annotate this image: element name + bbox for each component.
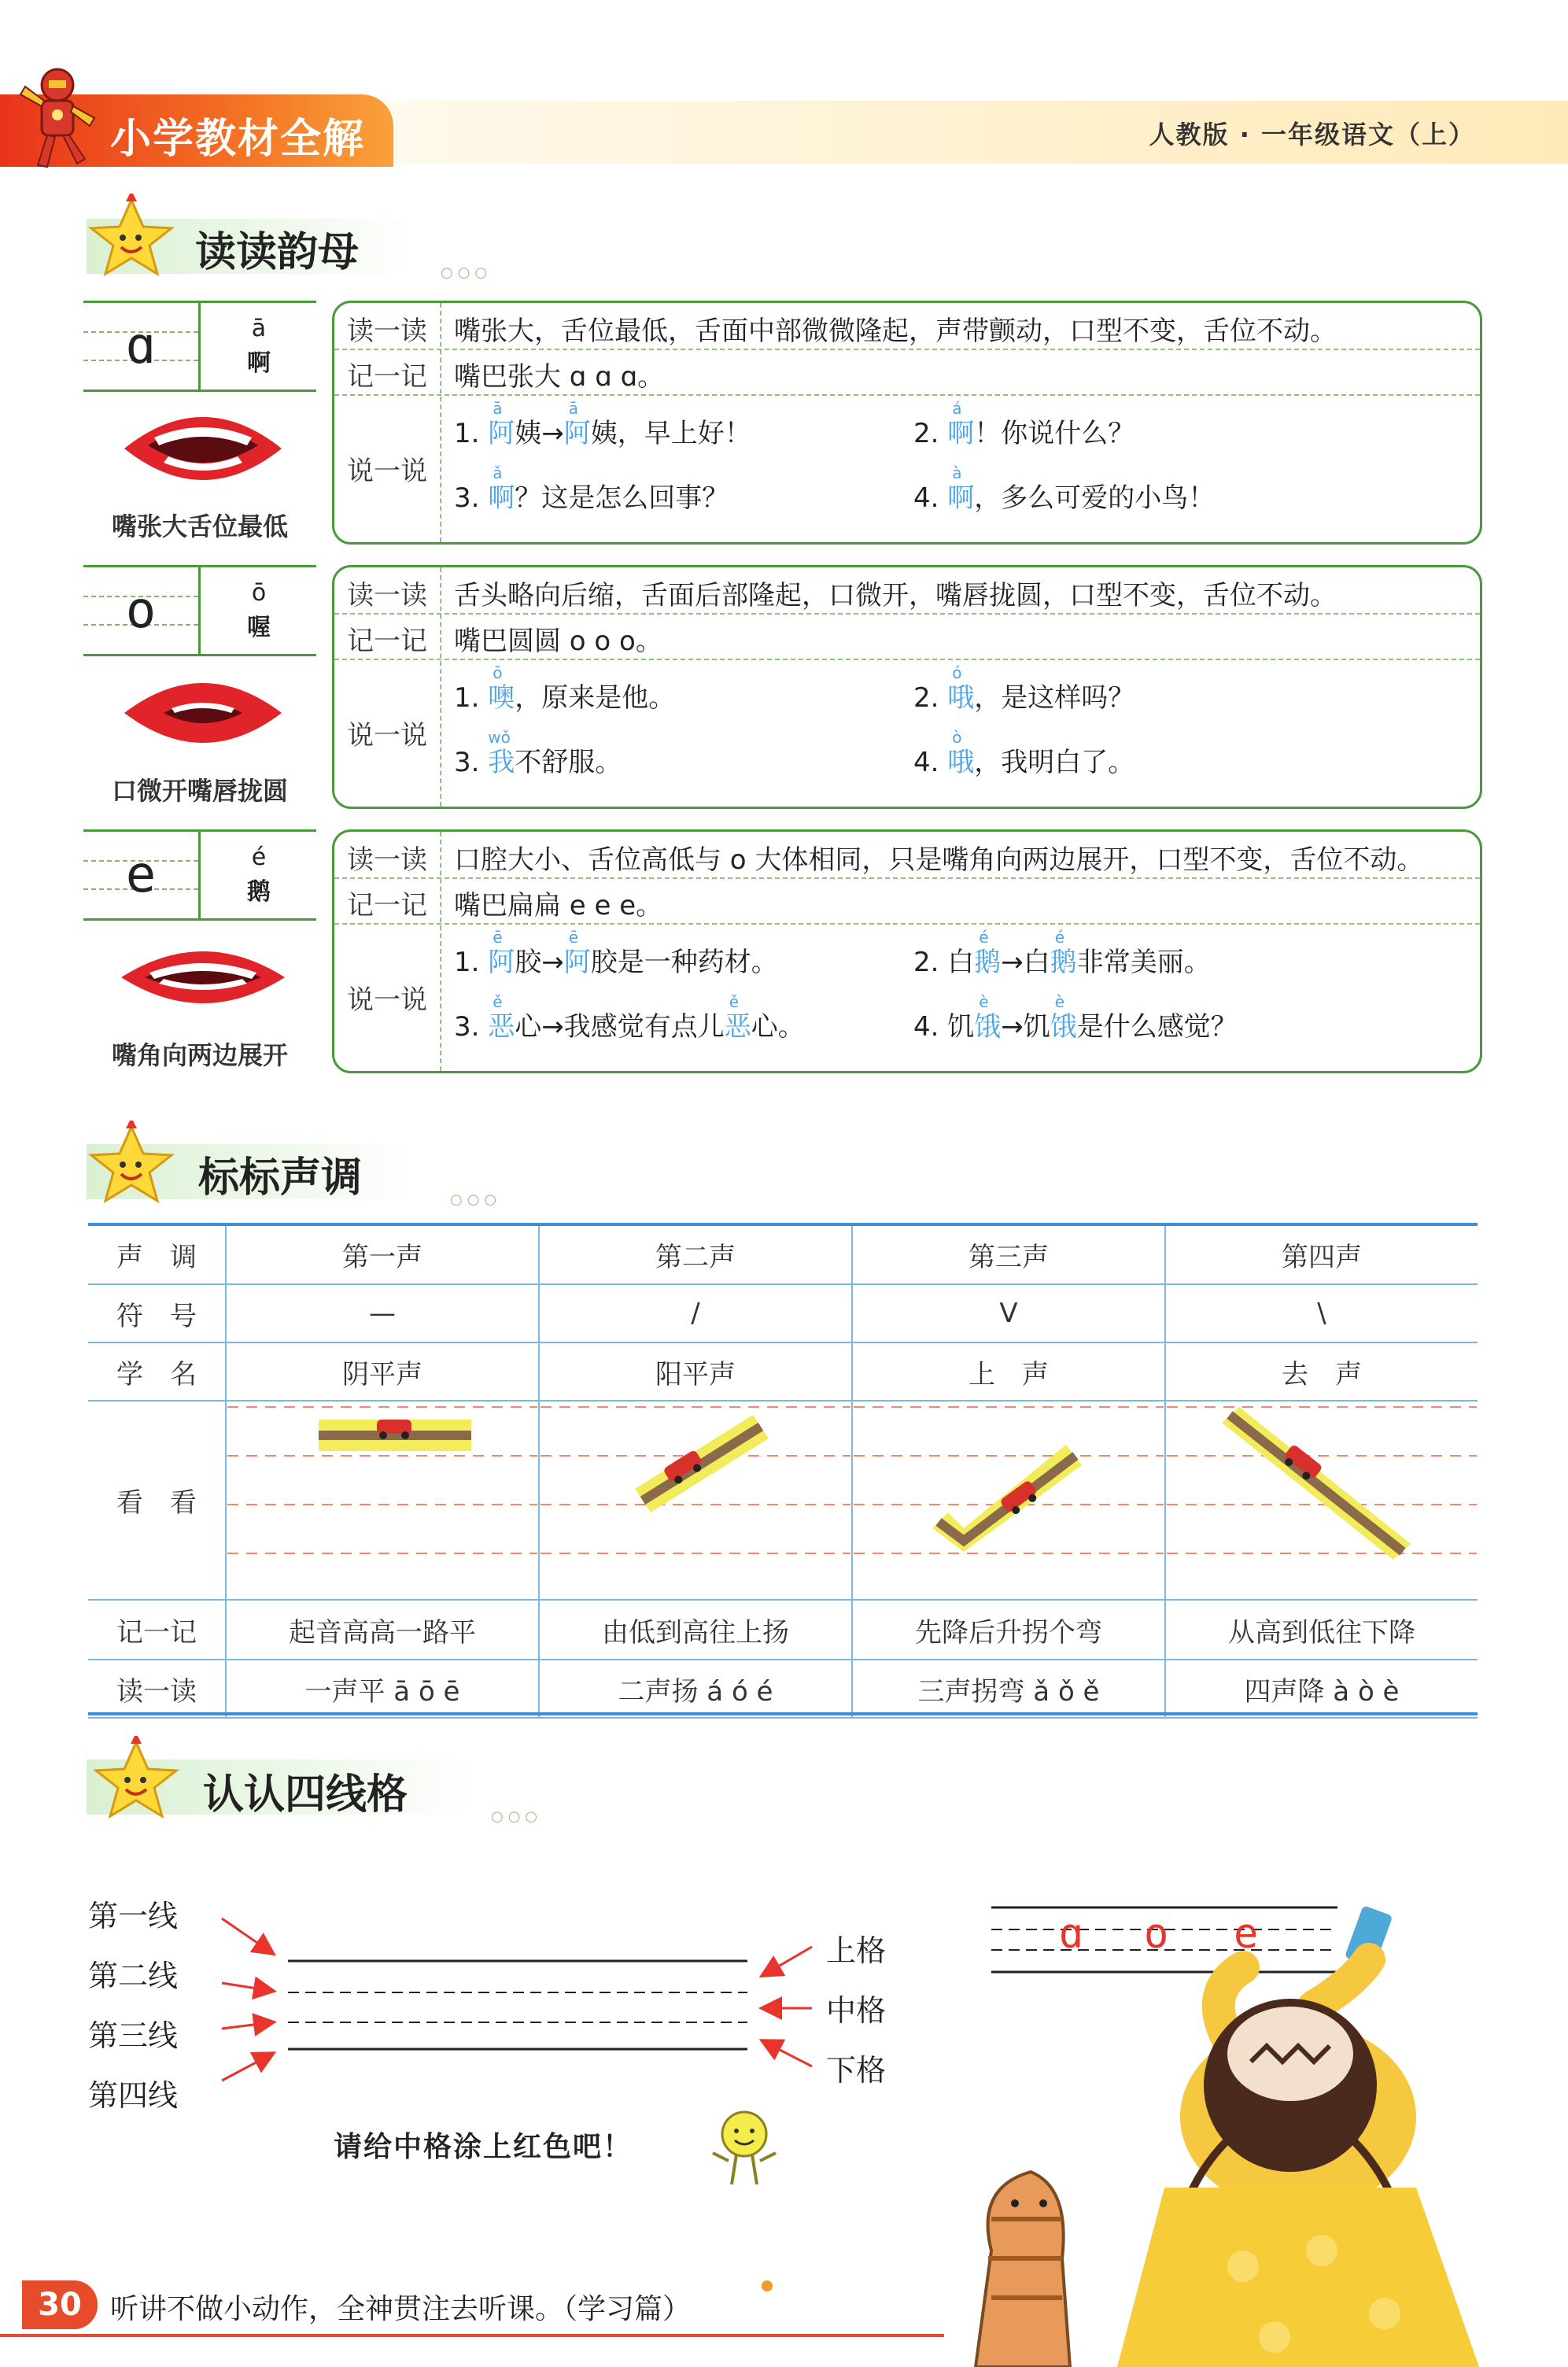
tone-visual-cell [852, 1401, 1165, 1600]
table-row [88, 1600, 1478, 1660]
remember-label: 记一记 [347, 890, 427, 921]
remember-text: 嘴巴张大 ɑ ɑ ɑ。 [454, 361, 665, 393]
mouth-caption: 嘴张大舌位最低 [111, 511, 288, 541]
example-item: 1. ā 阿姨→ ā 阿姨，早上好！ [454, 399, 751, 449]
cell-label: 上格 [826, 1933, 887, 1968]
example-item: 2. 白 é 鹅→白 é 鹅非常美丽。 [913, 928, 1211, 978]
mouth-wide-open-icon [116, 393, 290, 504]
example-item: 2. á 啊！你说什么？ [913, 399, 1135, 449]
board-letter: ɑ [1059, 1911, 1084, 1958]
tone-read: 二声扬 á ó é [539, 1660, 852, 1718]
say-label: 说一说 [347, 984, 427, 1016]
vowel-letter: e [125, 846, 157, 904]
read-label: 读一读 [347, 316, 427, 347]
tone-name: 第二声 [539, 1226, 852, 1284]
footer-dot [762, 2280, 773, 2291]
remember-label: 记一记 [347, 361, 427, 393]
row-header: 学 名 [88, 1342, 226, 1401]
table-row [88, 1342, 1478, 1401]
page-number: 30 [22, 2280, 98, 2329]
vowel-character: 喔 [247, 614, 271, 641]
tone-symbol: \ [1165, 1284, 1478, 1342]
vowel-card [332, 829, 1482, 1073]
tone-visual-cell [1165, 1401, 1478, 1600]
board-letter: o [1144, 1911, 1169, 1958]
mouth-caption: 嘴角向两边展开 [111, 1040, 288, 1070]
four-line-grid-diagram [212, 1912, 842, 2085]
tone-name: 第三声 [852, 1226, 1165, 1284]
cell-label: 下格 [826, 2053, 887, 2088]
tone-memo: 先降后升拐个弯 [852, 1600, 1165, 1660]
example-item: 4. à 啊，多么可爱的小鸟！ [913, 463, 1216, 514]
say-label: 说一说 [347, 720, 427, 751]
vowel-letter-box [83, 829, 316, 921]
section-dots: ○○○ [491, 1808, 543, 1825]
example-item: 2. ó 哦，是这样吗？ [913, 663, 1135, 714]
read-label: 读一读 [347, 844, 427, 876]
robot-mascot-icon [14, 63, 101, 173]
vowel-block-a [83, 301, 1478, 545]
mouth-rounded-icon [116, 658, 290, 768]
table-row [88, 1284, 1478, 1342]
tone-term: 阳平声 [539, 1342, 852, 1401]
tone-memo: 从高到低往下降 [1165, 1600, 1478, 1660]
example-item: 3. ǎ 啊？这是怎么回事？ [454, 463, 729, 514]
line-label: 第二线 [88, 1959, 179, 1993]
line-label: 第三线 [88, 2018, 179, 2053]
star-mascot-icon [87, 194, 177, 280]
remember-label: 记一记 [347, 626, 427, 657]
board-letter: e [1234, 1911, 1259, 1958]
mouth-spread-icon [116, 922, 290, 1032]
tone-read: 一声平 ā ō ē [226, 1660, 539, 1718]
table-row [88, 1226, 1478, 1284]
section-title-tones: 标标声调 [198, 1154, 363, 1202]
tone-symbol: / [539, 1284, 852, 1342]
row-header: 符 号 [88, 1284, 226, 1342]
cell-label: 中格 [826, 1993, 887, 2028]
tone-visual-cell [539, 1401, 852, 1600]
vowel-pinyin [201, 832, 316, 918]
line-label: 第一线 [88, 1899, 179, 1933]
vowel-character: 啊 [247, 349, 271, 377]
read-text: 嘴张大，舌位最低，舌面中部微微隆起，声带颤动，口型不变，舌位不动。 [454, 316, 1337, 347]
vowel-character: 鹅 [247, 878, 271, 906]
girl-writing-illustration [944, 1889, 1495, 2367]
tone-term: 去 声 [1165, 1342, 1478, 1401]
vowel-tone-mark: ā [251, 315, 267, 342]
remember-text: 嘴巴扁扁 e e e。 [454, 890, 663, 921]
mouth-caption: 口微开嘴唇拢圆 [111, 776, 288, 806]
brand-title: 小学教材全解 [110, 116, 366, 163]
tone-read: 三声拐弯 ǎ ǒ ě [852, 1660, 1165, 1718]
read-text: 舌头略向后缩，舌面后部隆起，口微开，嘴唇拢圆，口型不变，舌位不动。 [454, 580, 1337, 611]
vowel-block-o [83, 565, 1478, 809]
tone-read: 四声降 à ò è [1165, 1660, 1478, 1718]
smiley-figure-icon [705, 2106, 784, 2192]
vowel-letter: ɑ [125, 317, 157, 375]
example-item: 3. ě 恶心→我感觉有点儿 ě 恶心。 [454, 992, 805, 1043]
footer-text: 听讲不做小动作，全神贯注去听课。（学习篇） [110, 2293, 692, 2325]
tone-name: 第一声 [226, 1226, 539, 1284]
line-label: 第四线 [88, 2078, 179, 2113]
tone-symbol: V [852, 1284, 1165, 1342]
vowel-letter-box [83, 301, 316, 392]
vowel-tone-mark: é [251, 844, 267, 871]
section-title-grid: 认认四线格 [203, 1771, 408, 1819]
say-label: 说一说 [347, 456, 427, 487]
example-item: 3. wǒ 我不舒服。 [454, 728, 622, 778]
example-item: 4. ò 哦，我明白了。 [913, 728, 1135, 778]
tone-visual-cell [226, 1401, 539, 1600]
table-row [88, 1660, 1478, 1718]
vowel-tone-mark: ō [251, 579, 267, 607]
row-header: 读一读 [88, 1660, 226, 1718]
tone-term: 上 声 [852, 1342, 1165, 1401]
tone-table [88, 1226, 1478, 1719]
example-item: 4. 饥 è 饿→饥 è 饿是什么感觉？ [913, 992, 1238, 1043]
vowel-letter-box [83, 565, 316, 656]
vowel-block-e [83, 829, 1478, 1073]
instruction-note: 请给中格涂上红色吧！ [334, 2131, 633, 2163]
tone-symbol: — [226, 1284, 539, 1342]
tone1-car-road-icon [227, 1402, 537, 1591]
tone3-car-road-icon [854, 1402, 1164, 1591]
read-label: 读一读 [347, 580, 427, 611]
section-title-vowels: 读读韵母 [195, 229, 360, 276]
tone4-car-road-icon [1167, 1402, 1477, 1591]
vowel-letter: o [125, 582, 157, 640]
tone-term: 阴平声 [226, 1342, 539, 1401]
section-dots: ○○○ [450, 1191, 502, 1208]
edition-label: 人教版 · 一年级语文（上） [1149, 120, 1475, 150]
star-mascot-icon [87, 1121, 177, 1207]
vowel-pinyin [201, 303, 316, 390]
example-item: 1. ē 阿胶→ ē 阿胶是一种药材。 [454, 928, 778, 978]
row-header: 记一记 [88, 1600, 226, 1660]
section-dots: ○○○ [441, 264, 493, 281]
vowel-card [332, 565, 1482, 809]
vowel-card [332, 301, 1482, 545]
table-row [88, 1401, 1478, 1600]
star-mascot-icon [91, 1736, 182, 1822]
vowel-pinyin [201, 567, 316, 654]
row-header: 看 看 [88, 1401, 226, 1600]
remember-text: 嘴巴圆圆 o o o。 [454, 626, 662, 657]
read-text: 口腔大小、舌位高低与 o 大体相同，只是嘴角向两边展开，口型不变，舌位不动。 [454, 844, 1424, 876]
tone-memo: 起音高高一路平 [226, 1600, 539, 1660]
tone-memo: 由低到高往上扬 [539, 1600, 852, 1660]
tone-name: 第四声 [1165, 1226, 1478, 1284]
row-header: 声 调 [88, 1226, 226, 1284]
example-item: 1. ō 噢，原来是他。 [454, 663, 676, 714]
tone2-car-road-icon [540, 1402, 850, 1591]
